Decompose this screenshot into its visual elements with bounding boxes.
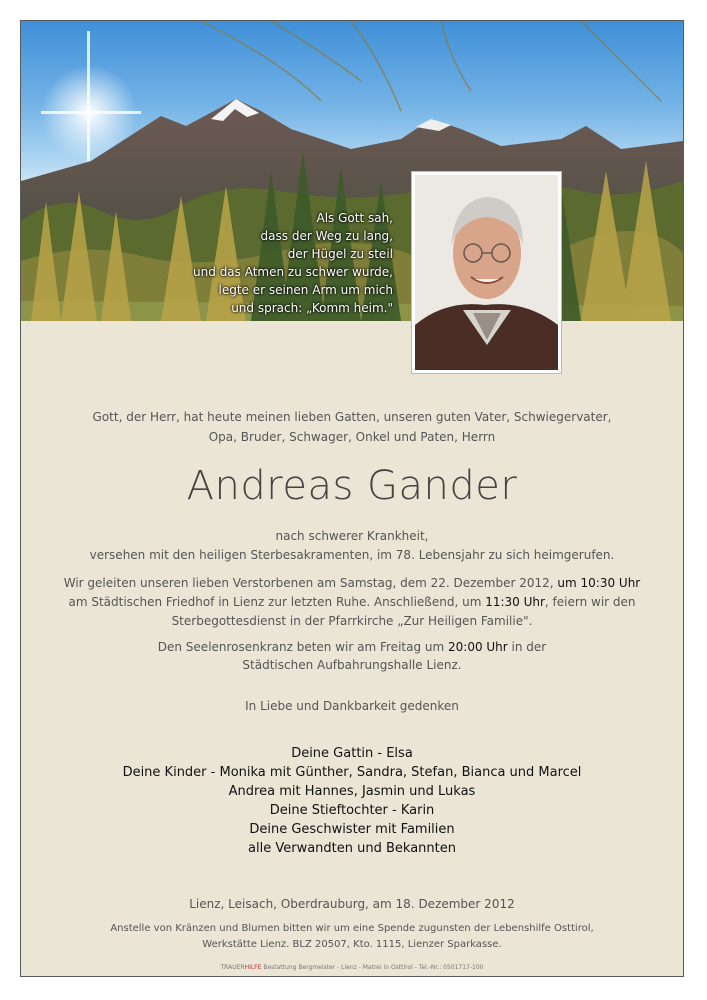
donation-line: Werkstätte Lienz. BLZ 20507, Kto. 1115, Lienzer Sparkasse.	[202, 939, 502, 950]
deceased-name: Andreas Gander	[186, 463, 518, 509]
donation-note	[21, 921, 683, 953]
family-list	[21, 744, 683, 858]
portrait-image	[415, 175, 558, 370]
funeral-line: am Städtischen Friedhof in Lienz zur letzten Ruhe. Anschließend, um 11:30 Uhr, feiern wir den	[68, 595, 636, 609]
place-date: Lienz, Leisach, Oberdrauburg, am 18. Dezember 2012	[189, 897, 515, 911]
poem-line: der Hügel zu steil	[287, 247, 393, 261]
landscape-photo	[21, 21, 683, 321]
obituary-card	[20, 20, 684, 977]
rosary-details	[21, 638, 683, 674]
mass-time: 11:30 Uhr	[485, 595, 545, 609]
poem-line: und sprach: „Komm heim."	[231, 301, 393, 315]
intro-text	[21, 407, 683, 447]
family-member: Deine Kinder - Monika mit Günther, Sandra, Stefan, Bianca und Marcel	[122, 765, 582, 780]
rosary-line: Den Seelenrosenkranz beten wir am Freitag um 20:00 Uhr in der	[157, 640, 547, 654]
death-notice-line: versehen mit den heiligen Sterbesakramenten, im 78. Lebensjahr zu sich heimgerufen.	[89, 548, 615, 562]
gratitude-line: In Liebe und Dankbarkeit gedenken	[245, 699, 459, 713]
death-notice-line: nach schwerer Krankheit,	[275, 529, 429, 543]
family-member: Deine Gattin - Elsa	[291, 746, 413, 761]
intro-line: Opa, Bruder, Schwager, Onkel und Paten, Herrn	[208, 430, 496, 444]
family-member: Deine Stieftochter - Karin	[269, 803, 435, 818]
rosary-time: 20:00 Uhr	[448, 640, 508, 654]
undertaker-footer	[21, 964, 683, 971]
poem-line: und das Atmen zu schwer wurde,	[193, 265, 393, 279]
brand-name-accent: HILFE	[244, 964, 262, 971]
family-member: Andrea mit Hannes, Jasmin und Lukas	[228, 784, 476, 799]
poem-line: legte er seinen Arm um mich	[218, 283, 393, 297]
funeral-time: um 10:30 Uhr	[557, 576, 641, 590]
rosary-line: Städtischen Aufbahrungshalle Lienz.	[242, 658, 462, 672]
intro-line: Gott, der Herr, hat heute meinen lieben Gatten, unseren guten Vater, Schwiegervater,	[92, 410, 612, 424]
donation-line: Anstelle von Kränzen und Blumen bitten wir um eine Spende zugunsten der Lebenshilfe Osttirol,	[110, 923, 594, 934]
family-member: alle Verwandten und Bekannten	[248, 841, 456, 856]
portrait-photo	[411, 171, 562, 374]
death-notice-text	[21, 527, 683, 565]
poem-line: Als Gott sah,	[316, 211, 393, 225]
brand-name: TRAUER	[220, 964, 245, 971]
poem-text	[193, 209, 393, 317]
funeral-details	[21, 574, 683, 631]
funeral-line: Wir geleiten unseren lieben Verstorbenen am Samstag, dem 22. Dezember 2012, um 10:30 Uhr	[63, 576, 641, 590]
footer-text: Bestattung Bergmeister - Lienz - Matrei in Osttirol - Tel.-Nr.: 0501717-100	[261, 964, 484, 971]
family-member: Deine Geschwister mit Familien	[249, 822, 455, 837]
funeral-line: Sterbegottesdienst in der Pfarrkirche „Zur Heiligen Familie".	[171, 614, 533, 628]
poem-line: dass der Weg zu lang,	[260, 229, 393, 243]
